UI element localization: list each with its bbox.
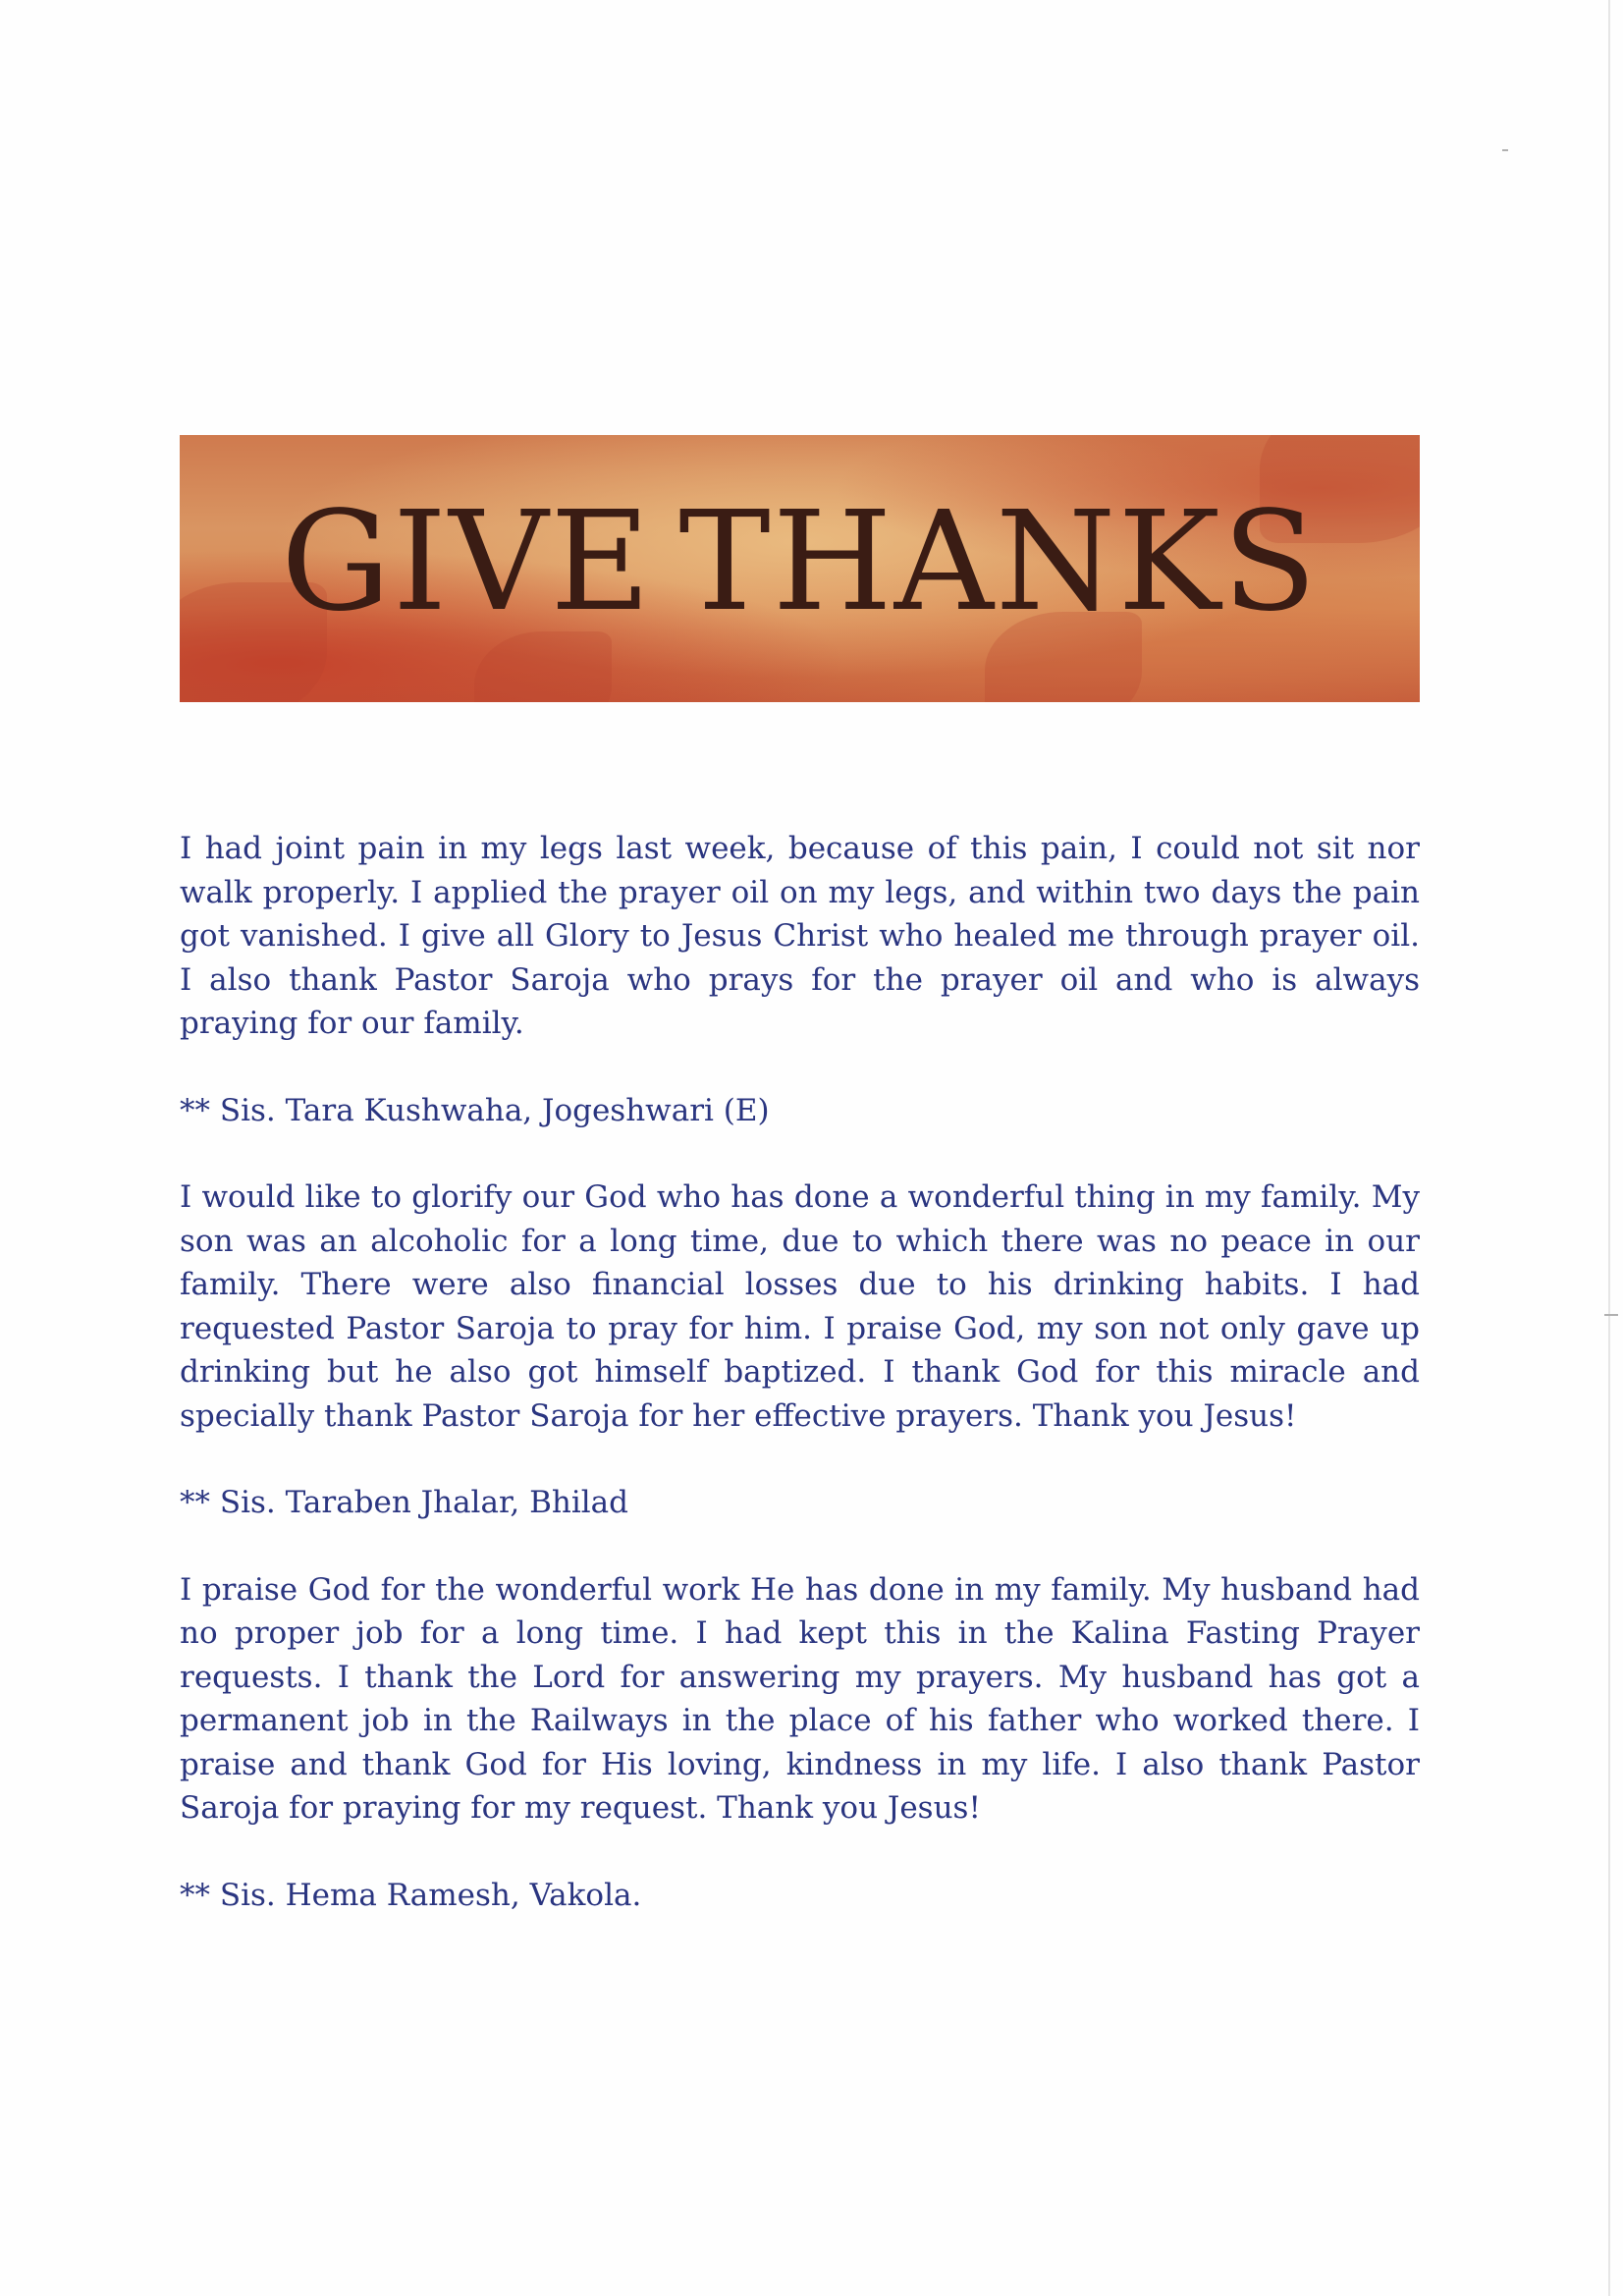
give-thanks-banner: [180, 435, 1420, 702]
banner-title-first: [281, 482, 652, 642]
testimony-text: I had joint pain in my legs last week, because of this pain, I could not sit nor walk properly. I applied the prayer oil on my legs, and within two days the pain got vanished. I give all Glory to Jesus Christ who healed me through prayer oil. I also thank Pastor Saroja who prays for the prayer oil and who is always praying for our family.: [180, 831, 1420, 1041]
page-edge-line: [1608, 0, 1610, 2296]
banner-title: [180, 482, 1420, 652]
banner-title-second-text: THANKS: [678, 482, 1319, 642]
testimonies-content: [180, 827, 1420, 1960]
banner-title-second: [678, 482, 1319, 642]
scan-speck: [1604, 1314, 1618, 1316]
banner-title-first-text: GIVE: [281, 482, 653, 642]
testimony-signature: ** Sis. Taraben Jhalar, Bhilad: [180, 1485, 628, 1520]
testimony-signature: ** Sis. Tara Kushwaha, Jogeshwari (E): [180, 1092, 770, 1128]
testimony-text: I would like to glorify our God who has done a wonderful thing in my family. My son was an alcoholic for a long time, due to which there was no peace in our family. There were also financial losses due to his drinking habits. I had requested Pastor Saroja to pray for him. I praise God, my son not only gave up drinking but he also got himself baptized. I thank God for this miracle and specially thank Pastor Saroja for her effective prayers. Thank you Jesus!: [180, 1179, 1420, 1434]
testimony-text: I praise God for the wonderful work He has done in my family. My husband had no proper job for a long time. I had kept this in the Kalina Fasting Prayer requests. I thank the Lord for answering my prayers. My husband has got a permanent job in the Railways in the place of his father who worked there. I praise and thank God for His loving, kindness in my life. I also thank Pastor Saroja for praying for my request. Thank you Jesus!: [180, 1571, 1420, 1826]
scan-speck: [1502, 149, 1508, 151]
testimony-signature: ** Sis. Hema Ramesh, Vakola.: [180, 1877, 642, 1913]
